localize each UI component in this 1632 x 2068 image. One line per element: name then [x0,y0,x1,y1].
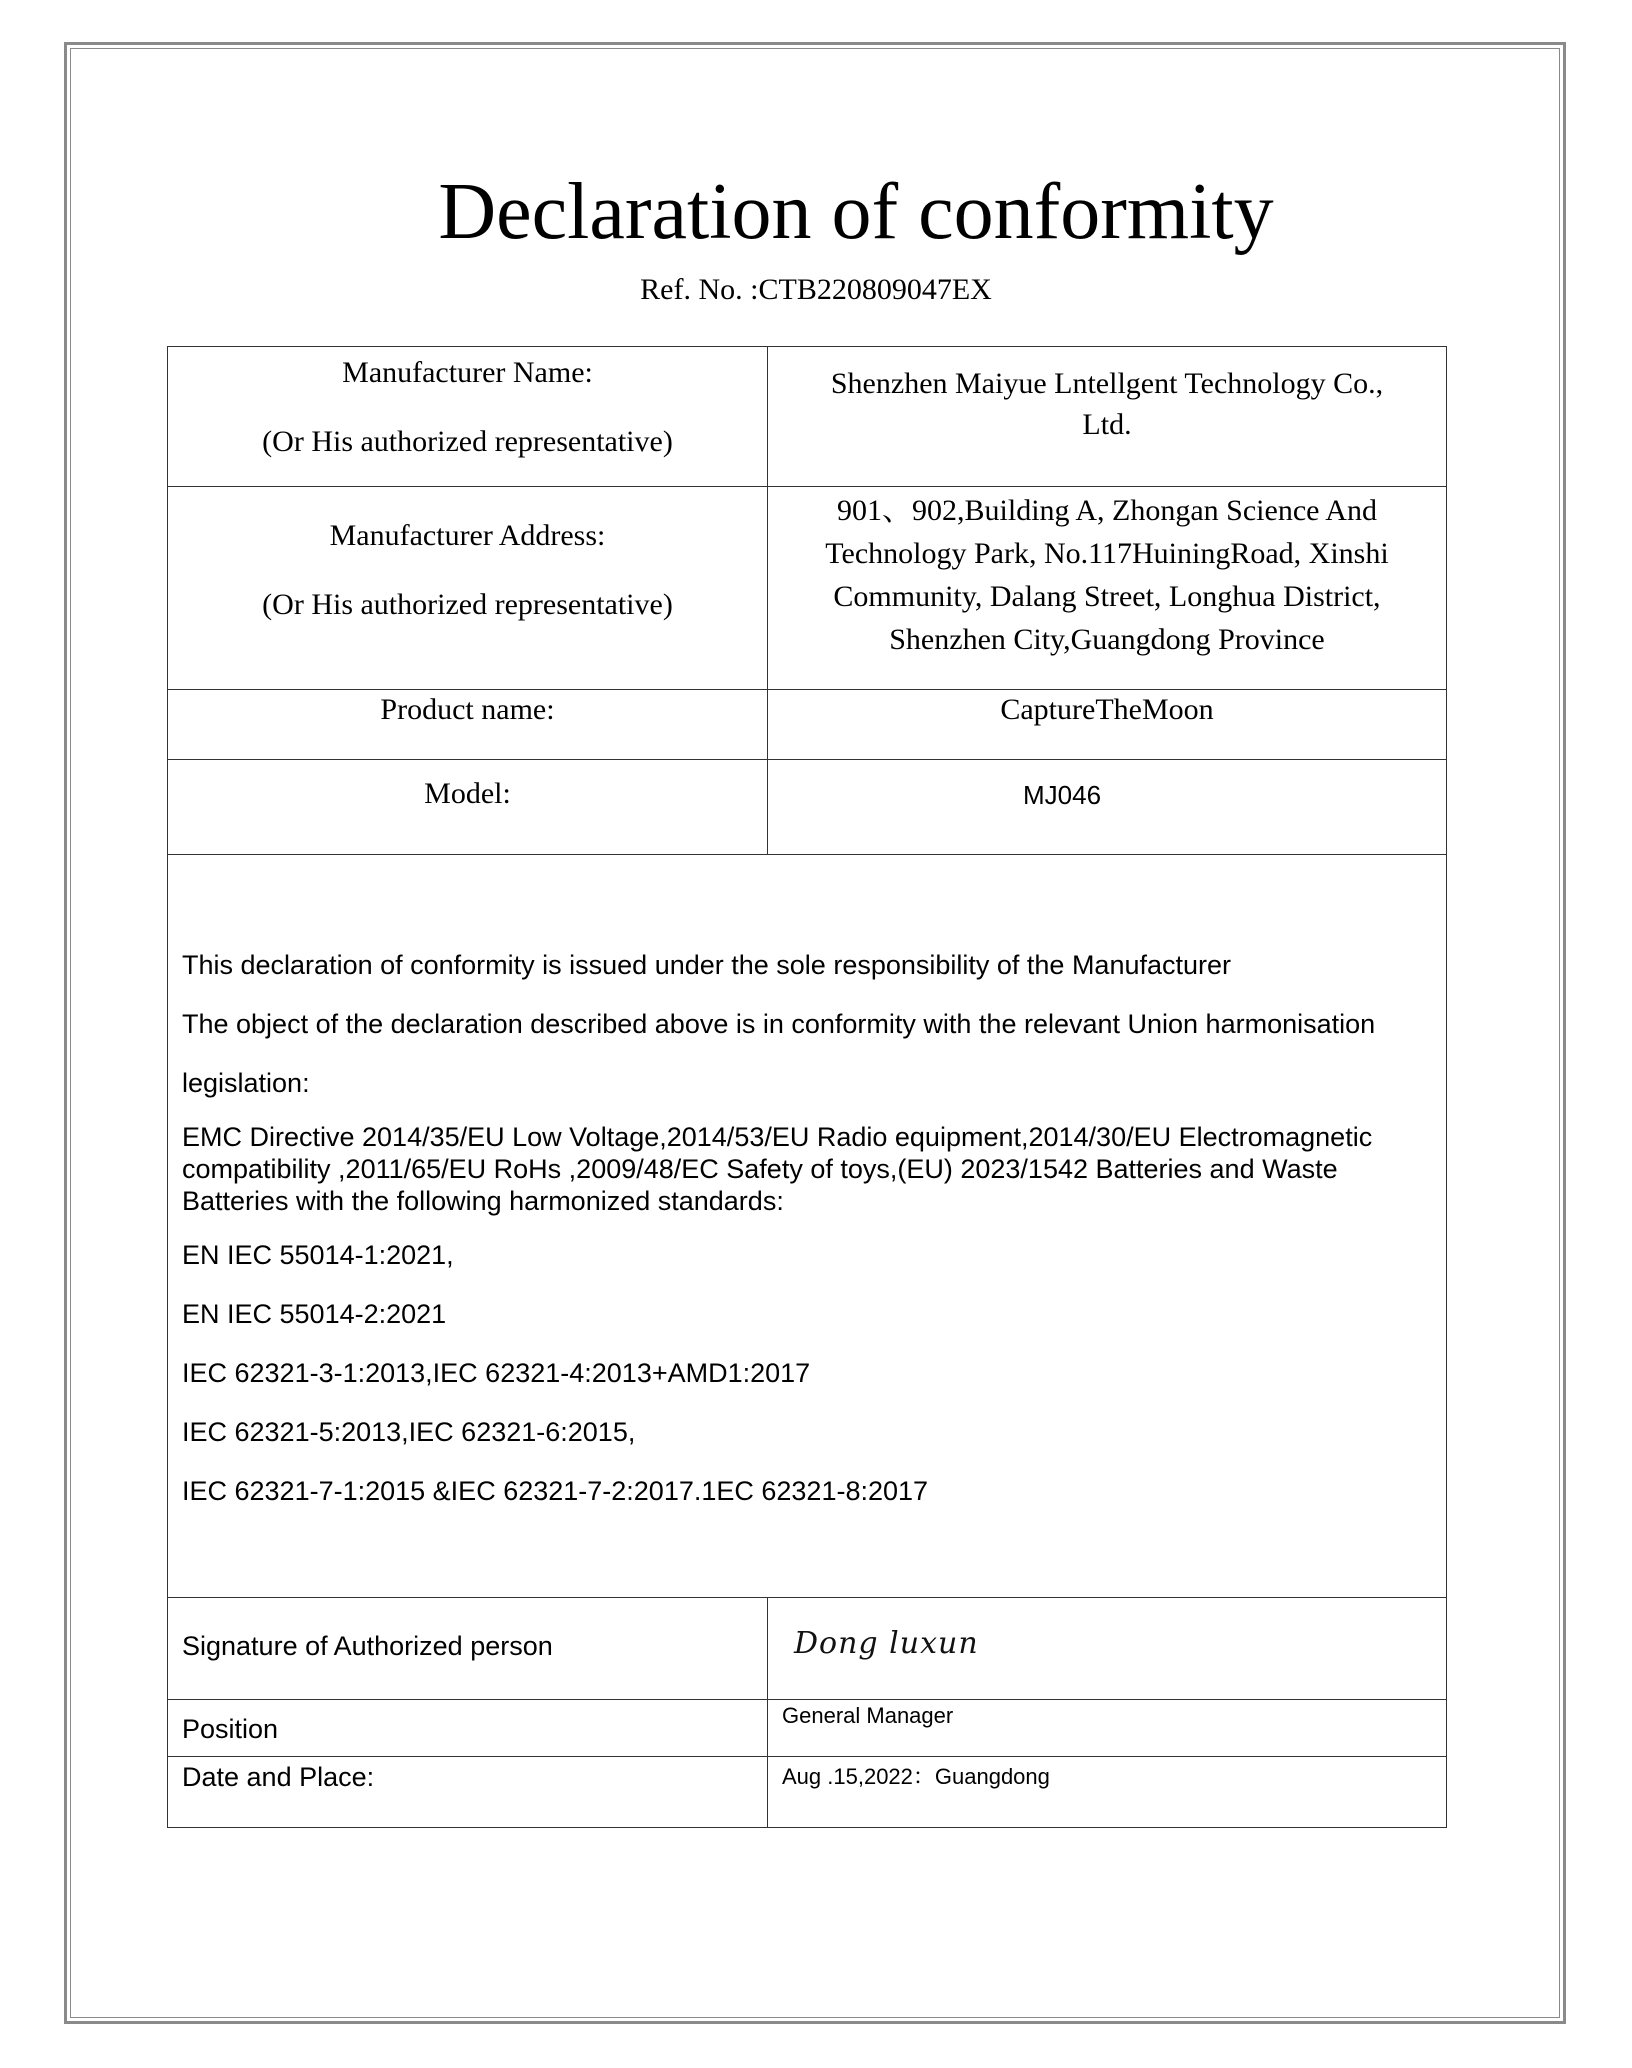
date-place-value: Aug .15,2022：Guangdong [782,1764,1050,1789]
directives-list [182,1121,1432,1217]
standard-item: IEC 62321-5:2013,IEC 62321-6:2015, [182,1417,636,1447]
position-value-cell [768,1700,1447,1757]
product-label: Product name: [380,693,555,726]
manufacturer-name-label-cell [168,347,768,487]
declaration-cell [168,855,1447,1598]
manufacturer-name-value-cell [768,347,1447,487]
manufacturer-address-label-cell [168,487,768,690]
declaration-object-line1: The object of the declaration described above is in conformity with the relevant Union harmonisation [182,1009,1376,1039]
standard-item: EN IEC 55014-2:2021 [182,1299,447,1329]
model-label-cell [168,760,768,855]
declaration-table [167,346,1447,1828]
manufacturer-address-value-cell [768,487,1447,690]
position-row [168,1700,1447,1757]
handwritten-signature: Dong luxun [794,1626,979,1661]
standards-list [182,1237,1432,1509]
manufacturer-name-sublabel: (Or His authorized representative) [262,425,673,458]
manufacturer-name-label: Manufacturer Name: [342,356,593,389]
signature-row [168,1598,1447,1700]
directive-line: Batteries with the following harmonized standards: [182,1186,784,1216]
directive-line: compatibility ,2011/65/EU RoHs ,2009/48/EC Safety of toys,(EU) 2023/1542 Batteries and Waste [182,1154,1338,1184]
model-value: MJ046 [1023,780,1102,810]
address-line: 901、902,Building A, Zhongan Science And [837,494,1377,527]
manufacturer-address-sublabel: (Or His authorized representative) [262,588,673,621]
manufacturer-address-label: Manufacturer Address: [329,519,606,552]
address-line: Technology Park, No.117HuiningRoad, Xinshi [825,537,1389,570]
model-row [168,760,1447,855]
model-label: Model: [424,777,511,810]
product-label-cell [168,690,768,760]
manufacturer-name-value-line1: Shenzhen Maiyue Lntellgent Technology Co., [830,367,1384,400]
model-value-cell [768,760,1447,855]
manufacturer-address-row [168,487,1447,690]
product-value-cell [768,690,1447,760]
signature-value-cell [768,1598,1447,1700]
position-label-cell [168,1700,768,1757]
manufacturer-name-value-line2: Ltd. [1082,408,1132,441]
date-place-label-cell [168,1757,768,1828]
directive-line: EMC Directive 2014/35/EU Low Voltage,2014/53/EU Radio equipment,2014/30/EU Electromagnetic [182,1122,1373,1152]
declaration-row [168,855,1447,1598]
declaration-object-line2: legislation: [182,1068,310,1098]
position-label: Position [182,1714,279,1744]
standard-item: IEC 62321-7-1:2015 &IEC 62321-7-2:2017.1EC 62321-8:2017 [182,1476,929,1506]
date-place-row [168,1757,1447,1828]
date-place-label: Date and Place: [182,1762,375,1792]
signature-label: Signature of Authorized person [182,1631,553,1661]
declaration-statement: This declaration of conformity is issued under the sole responsibility of the Manufacturer [182,950,1232,980]
product-value: CaptureTheMoon [1000,693,1214,726]
position-value: General Manager [782,1703,954,1728]
reference-number: Ref. No. :CTB220809047EX [640,273,992,306]
signature-label-cell [168,1598,768,1700]
date-place-value-cell [768,1757,1447,1828]
product-row [168,690,1447,760]
address-line: Shenzhen City,Guangdong Province [889,623,1325,656]
standard-item: EN IEC 55014-1:2021, [182,1240,454,1270]
document-title: Declaration of conformity [438,168,1274,256]
address-line: Community, Dalang Street, Longhua District, [833,580,1381,613]
manufacturer-name-row [168,347,1447,487]
standard-item: IEC 62321-3-1:2013,IEC 62321-4:2013+AMD1:2017 [182,1358,811,1388]
